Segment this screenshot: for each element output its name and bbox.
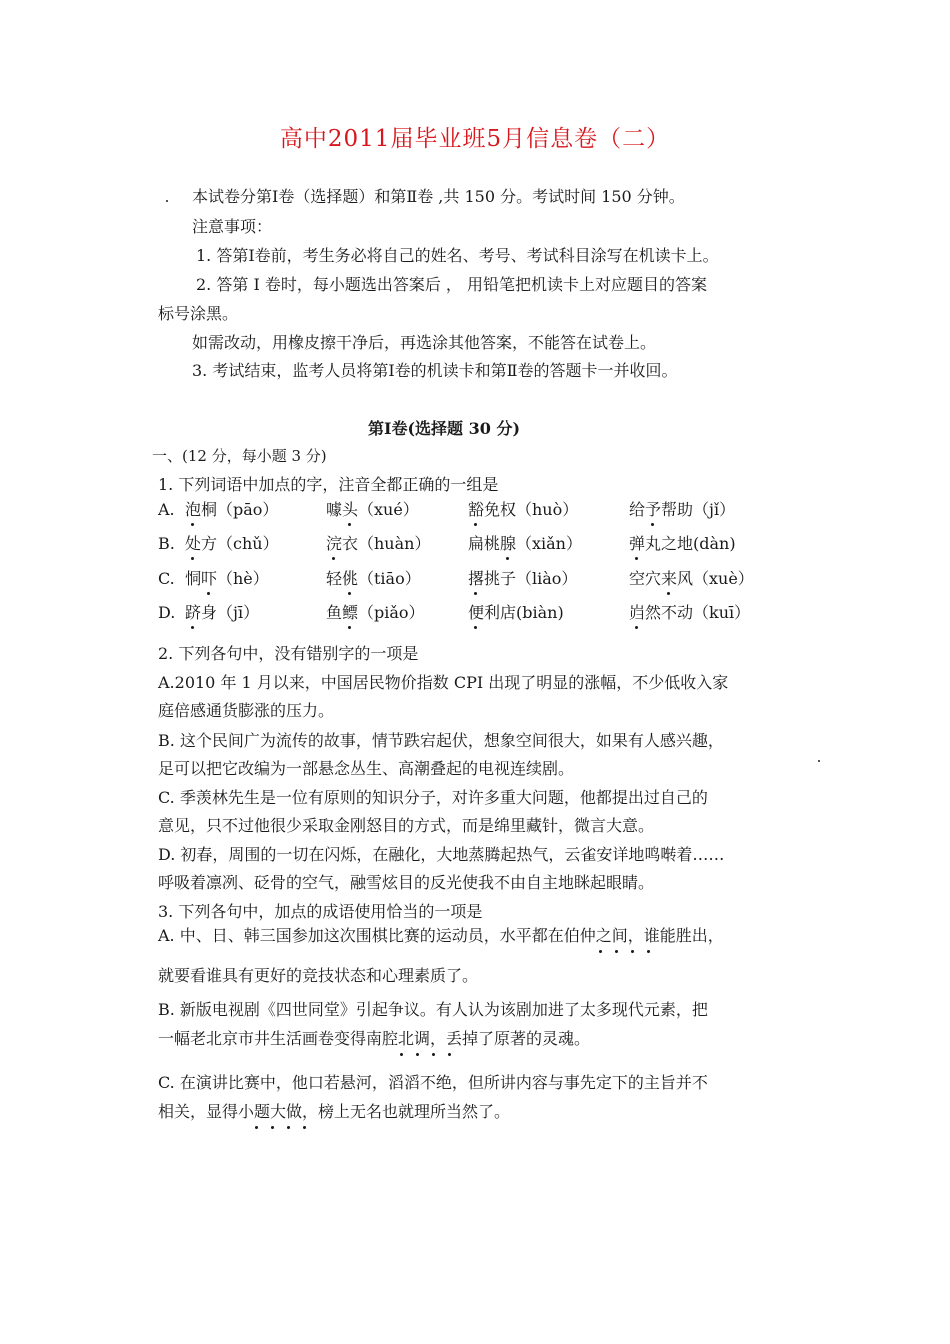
emphasis-dot <box>474 592 477 595</box>
question-1-stem: 1. 下列词语中加点的字，注音全都正确的一组是 <box>158 475 499 494</box>
emphasis-dot <box>191 523 194 526</box>
emphasis-dot <box>635 557 638 560</box>
emphasis-dot <box>448 1053 451 1056</box>
emphasis-dot <box>191 626 194 629</box>
emphasis-dot <box>599 950 602 953</box>
q1-option-b-item-2: 浣衣（huàn） <box>326 534 431 553</box>
q2-option-d-line-1: D. 初春，周围的一切在闪烁，在融化，大地蒸腾起热气，云雀安详地鸣啭着…… <box>158 845 725 864</box>
q1-option-d-item-3: 便利店(biàn) <box>468 603 564 622</box>
q2-option-c-line-2: 意见，只不过他很少采取金刚怒目的方式，而是绵里藏针，微言大意。 <box>158 816 655 835</box>
emphasis-dot <box>255 1126 258 1129</box>
notice-item-2-extra: 如需改动，用橡皮擦干净后，再选涂其他答案，不能答在试卷上。 <box>192 333 657 352</box>
q1-option-b-item-4: 弹丸之地(dàn) <box>629 534 736 553</box>
emphasis-dot <box>474 523 477 526</box>
emphasis-dot <box>348 626 351 629</box>
q1-option-c-item-1: 恫吓（hè） <box>185 569 269 588</box>
q1-option-d-item-2: 鱼鳔（piǎo） <box>326 603 425 622</box>
emphasis-dot <box>348 523 351 526</box>
q1-option-c-item-4: 空穴来风（xuè） <box>629 569 754 588</box>
exam-intro: 本试卷分第Ⅰ卷（选择题）和第Ⅱ卷 ,共 150 分。考试时间 150 分钟。 <box>192 187 685 206</box>
q1-option-label-a: A. <box>158 500 175 519</box>
q1-option-label-d: D. <box>158 603 176 622</box>
q3-option-a-line-1: A. 中、日、韩三国参加这次围棋比赛的运动员，水平都在伯仲之间，谁能胜出， <box>158 926 724 945</box>
q3-option-a-line-2: 就要看谁具有更好的竞技状态和心理素质了。 <box>158 966 479 985</box>
q1-option-a-item-1: 泡桐（pāo） <box>185 500 279 519</box>
emphasis-dot <box>400 1053 403 1056</box>
notice-item-2: 2. 答第 Ⅰ 卷时，每小题选出答案后 ， 用铅笔把机读卡上对应题目的答案 <box>196 275 708 294</box>
q2-option-d-line-2: 呼吸着凛冽、砭骨的空气，融雪炫目的反光使我不由自主地眯起眼睛。 <box>158 873 655 892</box>
q3-option-c-line-2: 相关，显得小题大做，榜上无名也就理所当然了。 <box>158 1102 511 1121</box>
scan-speck <box>166 200 168 202</box>
q2-option-a-line-1: A.2010 年 1 月以来，中国居民物价指数 CPI 出现了明显的涨幅，不少低收入家 <box>158 673 729 692</box>
emphasis-dot <box>667 592 670 595</box>
emphasis-dot <box>615 950 618 953</box>
q1-option-a-item-4: 给予帮助（jǐ） <box>629 500 736 519</box>
q2-option-c-line-1: C. 季羡林先生是一位有原则的知识分子，对许多重大问题，他都提出过自己的 <box>158 788 708 807</box>
q3-option-c-line-1: C. 在演讲比赛中，他口若悬河，滔滔不绝，但所讲内容与事先定下的主旨并不 <box>158 1073 708 1092</box>
page-title: 高中2011届毕业班5月信息卷（二） <box>279 126 671 152</box>
scan-speck <box>818 760 820 762</box>
notice-heading: 注意事项： <box>192 217 273 236</box>
emphasis-dot <box>191 557 194 560</box>
q2-option-b-line-2: 足可以把它改编为一部悬念丛生、高潮叠起的电视连续剧。 <box>158 759 575 778</box>
emphasis-dot <box>207 592 210 595</box>
emphasis-dot <box>432 1053 435 1056</box>
emphasis-dot <box>287 1126 290 1129</box>
emphasis-dot <box>348 592 351 595</box>
question-3-stem: 3. 下列各句中，加点的成语使用恰当的一项是 <box>158 902 483 921</box>
emphasis-dot <box>474 626 477 629</box>
q1-option-c-item-2: 轻佻（tiāo） <box>326 569 421 588</box>
emphasis-dot <box>631 950 634 953</box>
q1-option-b-item-3: 扁桃腺（xiǎn） <box>468 534 582 553</box>
q2-option-b-line-1: B. 这个民间广为流传的故事，情节跌宕起伏，想象空间很大，如果有人感兴趣， <box>158 731 724 750</box>
q3-option-b-line-1: B. 新版电视剧《四世同堂》引起争议。有人认为该剧加进了太多现代元素，把 <box>158 1000 708 1019</box>
notice-item-1: 1. 答第Ⅰ卷前，考生务必将自己的姓名、考号、考试科目涂写在机读卡上。 <box>196 246 719 265</box>
q1-option-a-item-2: 噱头（xué） <box>326 500 419 519</box>
q1-option-d-item-4: 岿然不动（kuī） <box>629 603 751 622</box>
notice-item-2-cont: 标号涂黑。 <box>158 304 239 323</box>
emphasis-dot <box>332 557 335 560</box>
emphasis-dot <box>506 557 509 560</box>
question-2-stem: 2. 下列各句中，没有错别字的一项是 <box>158 644 419 663</box>
notice-item-3: 3. 考试结束，监考人员将第Ⅰ卷的机读卡和第Ⅱ卷的答题卡一并收回。 <box>192 361 678 380</box>
q3-option-b-line-2: 一幅老北京市井生活画卷变得南腔北调，丢掉了原著的灵魂。 <box>158 1029 591 1048</box>
q1-option-a-item-3: 豁免权（huò） <box>468 500 579 519</box>
q1-option-label-c: C. <box>158 569 175 588</box>
q1-option-label-b: B. <box>158 534 175 553</box>
emphasis-dot <box>271 1126 274 1129</box>
q2-option-a-line-2: 庭倍感通货膨涨的压力。 <box>158 701 335 720</box>
emphasis-dot <box>635 626 638 629</box>
emphasis-dot <box>647 950 650 953</box>
q1-option-c-item-3: 撂挑子（liào） <box>468 569 578 588</box>
q1-option-b-item-1: 处方（chǔ） <box>185 534 279 553</box>
emphasis-dot <box>303 1126 306 1129</box>
part-heading: 一、(12 分，每小题 3 分) <box>152 447 327 465</box>
q1-option-d-item-1: 跻身（jī） <box>185 603 260 622</box>
section-heading: 第Ⅰ卷(选择题 30 分) <box>368 419 521 438</box>
emphasis-dot <box>651 523 654 526</box>
emphasis-dot <box>416 1053 419 1056</box>
